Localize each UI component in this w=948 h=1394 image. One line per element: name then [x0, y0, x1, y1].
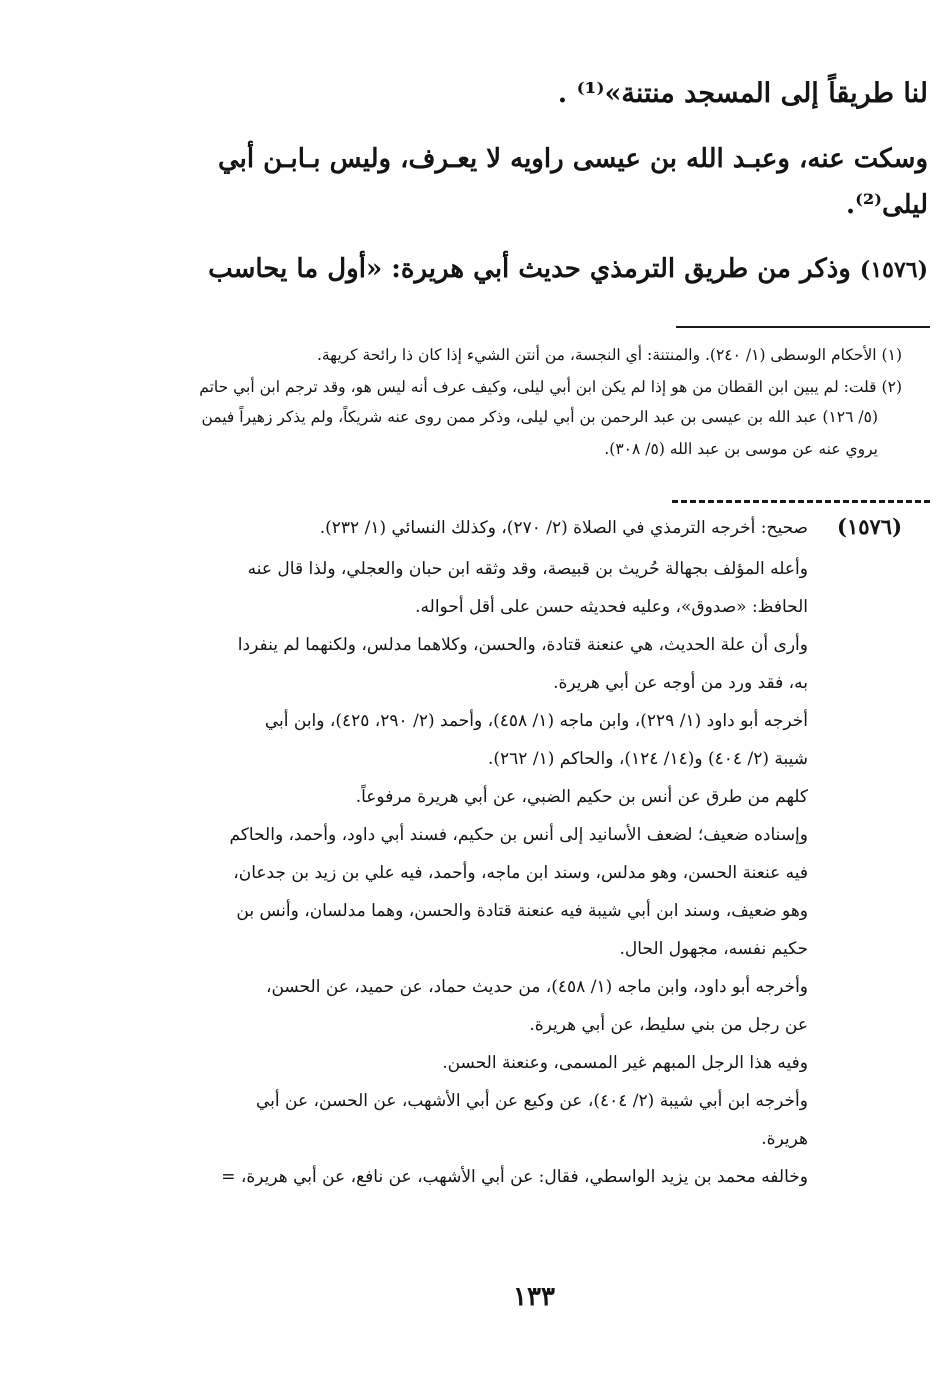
commentary-line-7: شيبة (٢/ ٤٠٤) و(١٤/ ١٢٤)، والحاكم (١/ ٢٦٢).: [487, 749, 808, 769]
main-text-line-4: [208, 254, 928, 284]
commentary-line-1: صحيح: أخرجه الترمذي في الصلاة (٢/ ٢٧٠)، وكذلك النسائي (١/ ٢٣٢).: [319, 518, 808, 538]
footnote-separator: [676, 326, 930, 328]
commentary-line-9: وإسناده ضعيف؛ لضعف الأسانيد إلى أنس بن حكيم، فسند أبي داود، وأحمد، والحاكم: [229, 825, 808, 845]
commentary-line-2: وأعله المؤلف بجهالة حُريث بن قبيصة، وقد وثقه ابن حبان والعجلي، ولذا قال عنه: [247, 559, 808, 579]
footnote-text: قلت: لم يبين ابن القطان من هو إذا لم يكن ابن أبي ليلى، وكيف عرف أنه ليس هو، وقد ترجم ابن أبي حاتم: [199, 378, 877, 396]
main-text-line-1: لنا طريقاً إلى المسجد منتنة»⁽¹⁾ .: [557, 78, 928, 109]
page-number: ١٣٣: [513, 1282, 555, 1312]
commentary-line-4: وأرى أن علة الحديث، هي عنعنة قتادة، والحسن، وكلاهما مدلس، ولكنهما لم ينفردا: [237, 635, 808, 655]
commentary-line-15: وفيه هذا الرجل المبهم غير المسمى، وعنعنة الحسن.: [442, 1053, 808, 1073]
footnote-text: (٥/ ١٢٦) عبد الله بن عيسى بن عبد الرحمن بن أبي ليلى، وذكر ممن روى عنه شريكاً، ولم يذكر زهيراً فيمن: [201, 408, 878, 426]
commentary-line-6: أخرجه أبو داود (١/ ٢٢٩)، وابن ماجه (١/ ٤٥٨)، وأحمد (٢/ ٢٩٠، ٤٢٥)، وابن أبي: [264, 711, 808, 731]
footnote-2: [199, 378, 902, 396]
commentary-line-3: الحافظ: «صدوق»، وعليه فحديثه حسن على أقل أحواله.: [415, 597, 808, 617]
footnote-text: الأحكام الوسطى (١/ ٢٤٠). والمنتنة: أي النجسة، من أنتن الشيء إذا كان ذا رائحة كريهة.: [316, 346, 877, 364]
commentary-line-11: وهو ضعيف، وسند ابن أبي شيبة فيه عنعنة قتادة والحسن، وهما مدلسان، وأنس بن: [236, 901, 808, 921]
commentary-line-10: فيه عنعنة الحسن، وهو مدلس، وسند ابن ماجه، وأحمد، فيه علي بن زيد بن جدعان،: [233, 863, 808, 883]
main-text-line-2: وسكت عنه، وعبـد الله بن عيسى راويه لا يعـرف، وليس بـابـن أبي: [217, 144, 928, 174]
commentary-line-13: وأخرجه أبو داود، وابن ماجه (١/ ٤٥٨)، من حديث حماد، عن حميد، عن الحسن،: [265, 977, 808, 997]
footnote-2-cont-1: [201, 408, 878, 426]
footnote-text: يروي عنه عن موسى بن عبد الله (٥/ ٣٠٨).: [604, 440, 878, 458]
main-text-line-3: ليلى⁽²⁾.: [846, 190, 928, 220]
hadith-intro-text: وذكر من طريق الترمذي حديث أبي هريرة: «أول ما يحاسب: [208, 254, 851, 284]
hadith-number: (١٥٧٦): [859, 257, 928, 283]
commentary-line-18: وخالفه محمد بن يزيد الواسطي، فقال: عن أبي الأشهب، عن نافع، عن أبي هريرة، =: [221, 1167, 808, 1187]
commentary-number: (١٥٧٦): [837, 514, 902, 539]
commentary-line-5: به، فقد ورد من أوجه عن أبي هريرة.: [553, 673, 808, 693]
commentary-line-12: حكيم نفسه، مجهول الحال.: [619, 939, 808, 959]
footnote-1: [317, 346, 902, 364]
commentary-line-16: وأخرجه ابن أبي شيبة (٢/ ٤٠٤)، عن وكيع عن أبي الأشهب، عن الحسن، عن أبي: [256, 1091, 808, 1111]
commentary-line-14: عن رجل من بني سليط، عن أبي هريرة.: [529, 1015, 808, 1035]
commentary-line-17: هريرة.: [761, 1129, 808, 1149]
commentary-separator: [672, 500, 930, 503]
commentary-line-8: كلهم من طرق عن أنس بن حكيم الضبي، عن أبي هريرة مرفوعاً.: [355, 787, 808, 807]
footnote-number: (٢): [881, 378, 902, 396]
footnote-2-cont-2: [604, 440, 878, 458]
footnote-number: (١): [881, 346, 902, 364]
